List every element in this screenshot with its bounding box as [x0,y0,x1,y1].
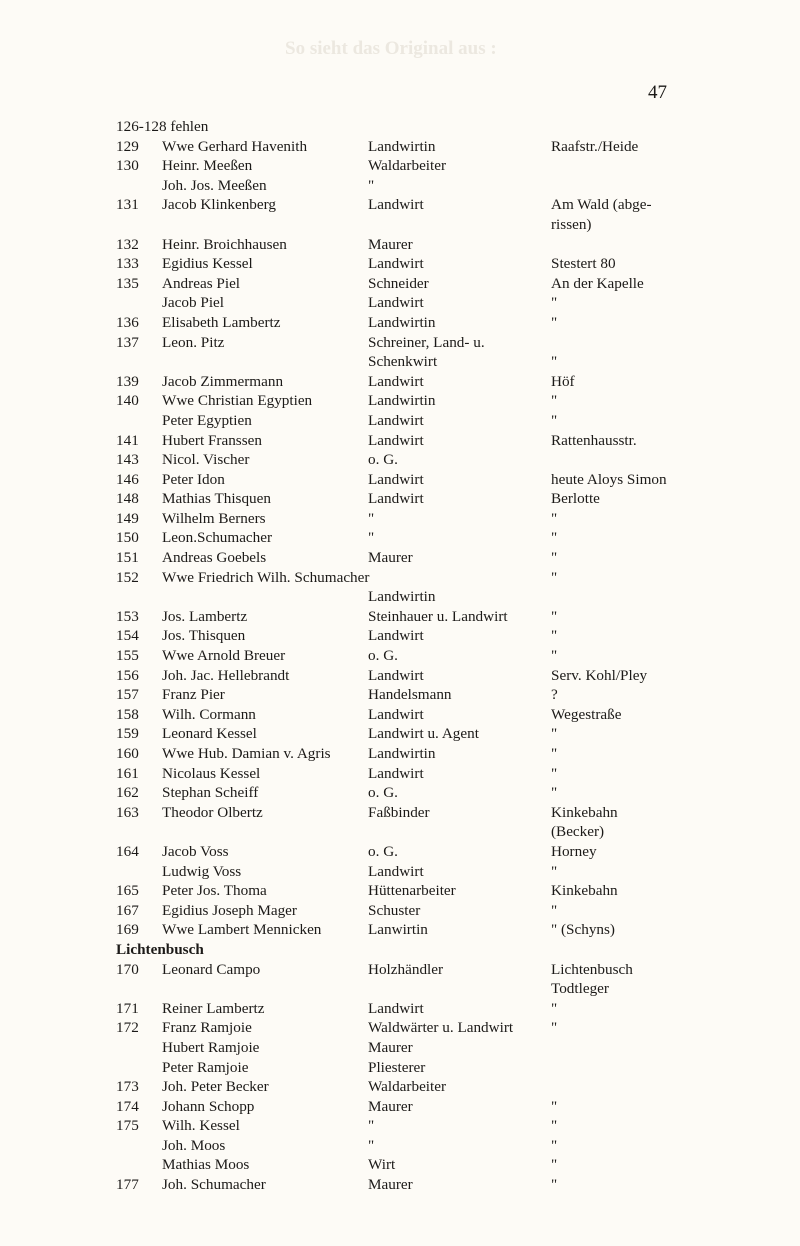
resident-name: Joh. Schumacher [162,1176,266,1194]
list-item [0,842,800,862]
address: " [551,1019,558,1037]
list-item [0,372,800,392]
resident-name: Franz Ramjoie [162,1019,252,1037]
page-number: 47 [648,82,667,103]
occupation: Landwirt [368,255,424,273]
house-number: 139 [116,372,139,390]
house-number: 131 [116,196,139,214]
address: Am Wald (abge- [551,196,652,214]
house-number: 148 [116,490,139,508]
list-item [0,1077,800,1097]
occupation: " [368,1136,375,1154]
house-number: 165 [116,882,139,900]
section-heading-row [0,940,800,960]
list-item [0,920,800,940]
resident-name: Leon.Schumacher [162,529,273,547]
resident-name: Franz Pier [162,686,225,704]
occupation: Landwirt [368,294,424,312]
house-number: 143 [116,451,139,469]
occupation: o. G. [368,842,398,860]
house-number: 154 [116,627,139,645]
occupation: Maurer [368,235,413,253]
list-item [0,470,800,490]
house-number: 162 [116,784,139,802]
address: " [551,1136,558,1154]
resident-name: Jacob Piel [162,294,225,312]
house-number: 159 [116,725,139,743]
list-item [0,489,800,509]
occupation: Landwirtin [368,137,436,155]
address: Horney [551,842,597,860]
address: " [551,901,558,919]
house-number: 156 [116,666,139,684]
resident-name: Wwe Christian Egyptien [162,392,313,410]
list-item [0,1155,800,1175]
list-item [0,862,800,882]
address: " [551,294,558,312]
resident-name: Wilh. Cormann [162,705,256,723]
house-number: 163 [116,803,139,821]
address: " [551,725,558,743]
list-item [0,333,800,353]
resident-name: Johann Schopp [162,1097,255,1115]
list-item [0,979,800,999]
address: " [551,862,558,880]
list-item [0,548,800,568]
resident-name: Mathias Thisquen [162,490,271,508]
occupation: Schreiner, Land- u. [368,333,485,351]
resident-name: Peter Ramjoie [162,1058,249,1076]
address: " [551,627,558,645]
resident-name: Theodor Olbertz [162,803,263,821]
occupation: Holzhändler [368,960,444,978]
address: " [551,1176,558,1194]
resident-name: Joh. Peter Becker [162,1078,269,1096]
occupation: Waldwärter u. Landwirt [368,1019,514,1037]
house-number: 160 [116,745,139,762]
list-item [0,391,800,411]
list-item [0,176,800,196]
address: Wegestraße [551,705,622,723]
list-item [0,1136,800,1156]
address: An der Kapelle [551,274,644,292]
list-item [0,724,800,744]
list-item [0,1097,800,1117]
house-number: 130 [116,157,139,175]
address: ? [551,686,558,704]
resident-name: Wwe Arnold Breuer [162,647,286,665]
resident-name: Wwe Hub. Damian v. Agris [162,745,331,762]
resident-name: Jacob Klinkenberg [162,196,277,214]
resident-name: Jacob Zimmermann [162,372,284,390]
resident-name: Hubert Ramjoie [162,1038,260,1056]
address: rissen) [551,215,592,233]
list-item [0,352,800,372]
address: " [551,509,558,527]
occupation: " [368,176,375,194]
occupation: " [368,529,375,547]
occupation: Maurer [368,1176,413,1194]
occupation: Landwirt [368,431,424,449]
house-number: 171 [116,999,139,1017]
occupation: Landwirt [368,490,424,508]
bleed-through-heading: So sieht das Original aus : [285,38,497,59]
resident-name: Ludwig Voss [162,862,242,880]
house-number: 141 [116,431,139,449]
resident-name: Joh. Jac. Hellebrandt [162,666,290,684]
address: " [551,745,558,762]
resident-name: Wilhelm Berners [162,509,266,527]
list-item [0,1116,800,1136]
house-number: 169 [116,921,139,939]
address: " [551,607,558,625]
resident-name: Peter Idon [162,470,225,488]
resident-name: Joh. Moos [162,1136,226,1154]
list-item [0,881,800,901]
address: " [551,647,558,665]
list-item [0,1175,800,1195]
list-item [0,431,800,451]
list-item [0,626,800,646]
list-item [0,254,800,274]
house-number: 158 [116,705,139,723]
list-item [0,783,800,803]
address: " [551,568,558,586]
house-number: 132 [116,235,139,253]
address: Kinkebahn [551,882,618,900]
resident-name: Wwe Friedrich Wilh. Schumacher [162,568,370,586]
house-number: 167 [116,901,139,919]
address: Stestert 80 [551,255,616,273]
list-item [0,528,800,548]
resident-name: Nicol. Vischer [162,451,250,469]
list-item [0,705,800,725]
house-number: 153 [116,607,139,625]
address: " [551,411,558,429]
resident-name: Egidius Kessel [162,255,253,273]
occupation: o. G. [368,451,398,469]
house-number: 140 [116,392,139,410]
list-item [0,313,800,333]
house-number: 149 [116,509,139,527]
list-item [0,235,800,255]
address: Todtleger [551,980,609,998]
occupation: Landwirt [368,862,424,880]
resident-name: Elisabeth Lambertz [162,313,281,331]
address: Serv. Kohl/Pley [551,666,648,684]
resident-name: Wwe Lambert Mennicken [162,921,322,939]
resident-name: Heinr. Broichhausen [162,235,287,253]
resident-name: Wilh. Kessel [162,1117,240,1135]
list-item [0,587,800,607]
list-item [0,411,800,431]
occupation: Schneider [368,274,429,292]
list-item [0,901,800,921]
house-number: 150 [116,529,139,547]
list-item [0,1038,800,1058]
occupation: o. G. [368,784,398,802]
address: Berlotte [551,490,600,508]
house-number: 152 [116,568,139,586]
occupation: Maurer [368,549,413,567]
occupation: Landwirtin [368,313,436,331]
list-item [0,156,800,176]
resident-name: Hubert Franssen [162,431,262,449]
occupation: Maurer [368,1097,413,1115]
house-number: 129 [116,137,139,155]
address: " [551,549,558,567]
resident-name: Peter Egyptien [162,411,252,429]
note-row [0,117,800,137]
occupation: Landwirtin [368,392,436,410]
resident-name: Andreas Piel [162,274,241,292]
address: Rattenhausstr. [551,431,637,449]
address: " [551,353,558,371]
occupation: Steinhauer u. Landwirt [368,607,508,625]
list-item [0,685,800,705]
resident-name: Nicolaus Kessel [162,764,261,782]
resident-name: Reiner Lambertz [162,999,265,1017]
resident-name: Jos. Lambertz [162,607,248,625]
list-item [0,293,800,313]
house-number: 135 [116,274,139,292]
address: " [551,1117,558,1135]
address: heute Aloys Simon [551,470,667,488]
list-item [0,215,800,235]
occupation: Landwirt [368,372,424,390]
list-item [0,568,800,588]
occupation: Landwirt [368,411,424,429]
resident-name: Peter Jos. Thoma [162,882,267,900]
resident-name: Stephan Scheiff [162,784,259,802]
occupation: Landwirt [368,764,424,782]
occupation: Hüttenarbeiter [368,882,456,900]
house-number: 136 [116,313,139,331]
house-number: 177 [116,1176,139,1194]
list-item [0,646,800,666]
section-heading: Lichtenbusch [116,940,204,958]
house-number: 157 [116,686,139,704]
list-item [0,137,800,157]
house-number: 146 [116,470,139,488]
occupation: Landwirtin [368,745,436,762]
address: " [551,1156,558,1174]
house-number: 133 [116,255,139,273]
resident-name: Mathias Moos [162,1156,250,1174]
resident-name: Joh. Jos. Meeßen [162,176,267,194]
occupation: Landwirt [368,705,424,723]
missing-entries-note: 126-128 fehlen [116,118,209,135]
resident-name: Egidius Joseph Mager [162,901,297,919]
list-item [0,450,800,470]
address: " [551,784,558,802]
address: " [551,764,558,782]
list-item [0,960,800,980]
address: Höf [551,372,575,390]
list-item [0,509,800,529]
list-item [0,1058,800,1078]
resident-name: Jacob Voss [162,842,229,860]
address: " [551,392,558,410]
occupation: " [368,1117,375,1135]
occupation: Landwirt [368,470,424,488]
address: " [551,1097,558,1115]
house-number: 151 [116,549,139,567]
list-item [0,999,800,1019]
address: Kinkebahn [551,803,618,821]
address: " [551,529,558,547]
house-number: 137 [116,333,139,351]
resident-name: Heinr. Meeßen [162,157,253,175]
list-item [0,822,800,842]
address: " [551,999,558,1017]
house-number: 175 [116,1117,139,1135]
occupation: Schenkwirt [368,353,438,371]
list-item [0,666,800,686]
occupation: Landwirt [368,666,424,684]
house-number: 174 [116,1097,139,1115]
occupation: Landwirt u. Agent [368,725,479,743]
address: (Becker) [551,823,605,841]
occupation: Pliesterer [368,1058,426,1076]
occupation: Lanwirtin [368,921,428,939]
house-number: 170 [116,960,139,978]
occupation: Maurer [368,1038,413,1056]
house-number: 173 [116,1078,139,1096]
occupation: Waldarbeiter [368,1078,447,1096]
occupation: Landwirt [368,627,424,645]
list-item [0,764,800,784]
resident-name: Leonard Campo [162,960,261,978]
address: " (Schyns) [551,921,615,939]
list-item [0,803,800,823]
resident-name: Leonard Kessel [162,725,257,743]
occupation: Handelsmann [368,686,452,704]
resident-name: Leon. Pitz [162,333,225,351]
occupation: Schuster [368,901,421,919]
occupation: Wirt [368,1156,396,1174]
resident-name: Andreas Goebels [162,549,267,567]
occupation: Faßbinder [368,803,430,821]
house-number: 155 [116,647,139,665]
occupation: Landwirt [368,999,424,1017]
list-item [0,607,800,627]
occupation: " [368,509,375,527]
occupation: Landwirtin [368,588,436,606]
list-item [0,195,800,215]
house-number: 172 [116,1019,139,1037]
address: Raafstr./Heide [551,137,639,155]
resident-list [0,117,800,1195]
resident-name: Jos. Thisquen [162,627,246,645]
address: " [551,313,558,331]
list-item [0,274,800,294]
list-item [0,744,800,764]
address: Lichtenbusch [551,960,633,978]
house-number: 161 [116,764,139,782]
occupation: Waldarbeiter [368,157,447,175]
list-item [0,1018,800,1038]
occupation: o. G. [368,647,398,665]
occupation: Landwirt [368,196,424,214]
resident-name: Wwe Gerhard Havenith [162,137,308,155]
house-number: 164 [116,842,139,860]
